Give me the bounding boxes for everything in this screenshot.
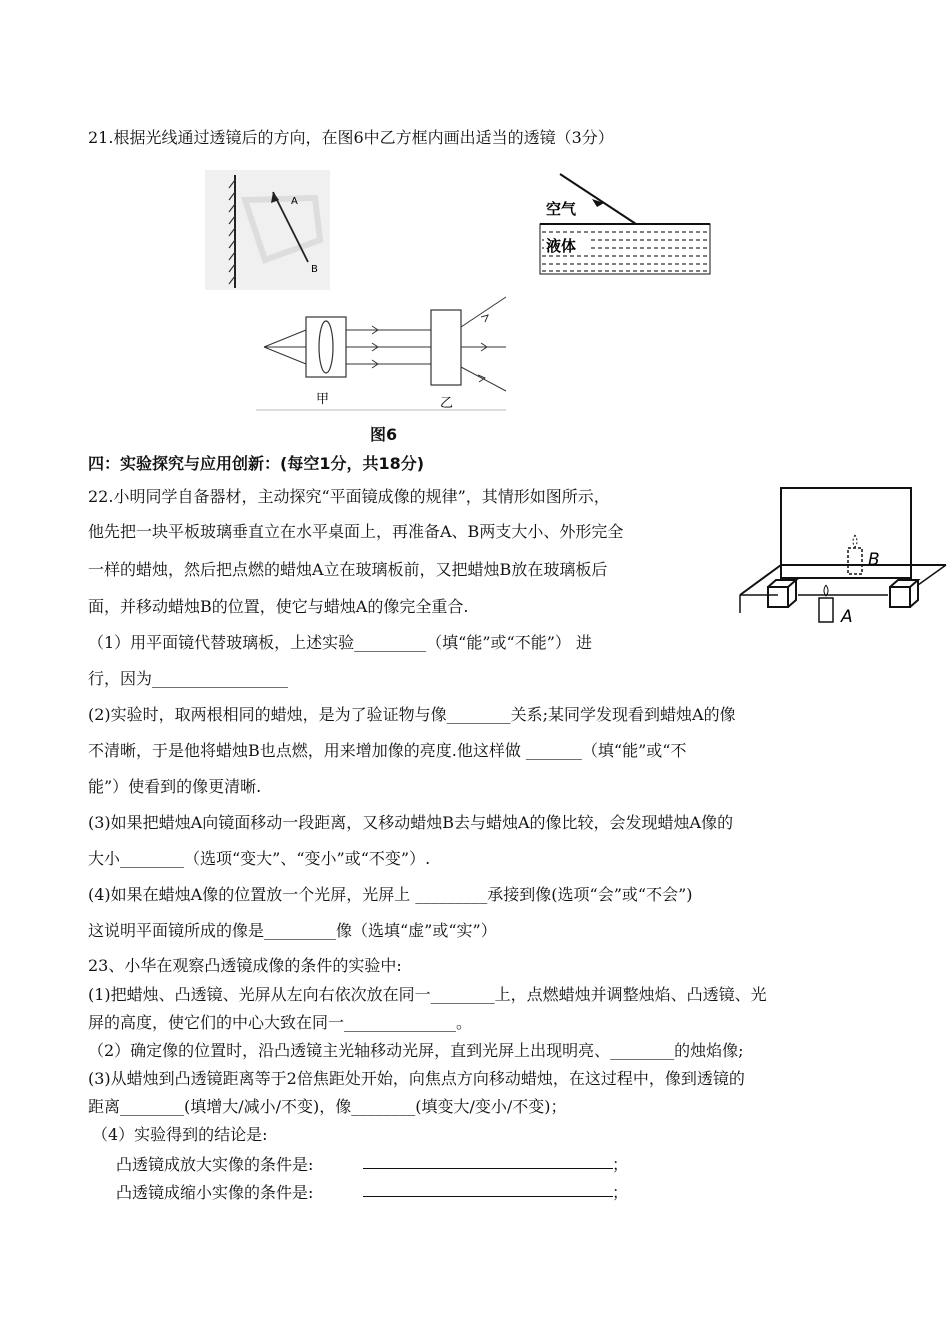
q22-line: 一样的蜡烛，然后把点燃的蜡烛A立在玻璃板前，又把蜡烛B放在玻璃板后 [88, 560, 608, 579]
semicolon-2: ； [612, 1183, 629, 1202]
figure-lens-boxes [256, 295, 508, 413]
q22-p1b: 行，因为_________________ [88, 669, 289, 688]
q22-p3b: 大小________（选项“变大”、“变小”或“不变”）. [88, 849, 431, 868]
label-candle-b: B [868, 550, 880, 570]
label-a: A [291, 196, 298, 207]
answer-line-2 [363, 1196, 613, 1197]
q23-conclusion-2: 凸透镜成缩小实像的条件是: [116, 1183, 314, 1202]
q22-line: 面，并移动蜡烛B的位置，使它与蜡烛A的像完全重合. [88, 597, 469, 616]
label-b: B [311, 264, 318, 275]
label-liquid: 液体 [546, 237, 577, 255]
figure-mirror-ray [205, 170, 330, 290]
answer-line-1 [363, 1168, 613, 1169]
q23-p1b: 屏的高度，使它们的中心大致在同一______________。 [88, 1013, 473, 1032]
q23-intro: 23、小华在观察凸透镜成像的条件的实验中: [88, 956, 402, 975]
q22-line: 他先把一块平板玻璃垂直立在水平桌面上，再准备A、B两支大小、外形完全 [88, 522, 624, 541]
q23-p3a: (3)从蜡烛到凸透镜距离等于2倍焦距处开始，向焦点方向移动蜡烛，在这过程中，像到透镜的 [88, 1069, 745, 1088]
figure-air-liquid [538, 172, 713, 277]
q22-p3a: (3)如果把蜡烛A向镜面移动一段距离，又移动蜡烛B去与蜡烛A的像比较，会发现蜡烛A像的 [88, 813, 734, 832]
label-candle-a: A [841, 607, 853, 627]
q23-p4: （4）实验得到的结论是: [92, 1125, 268, 1144]
label-jia: 甲 [316, 392, 330, 407]
q23-p3b: 距离________(填增大/减小/不变)，像________(填变大/变小/不变)； [88, 1097, 567, 1116]
q22-p2c: 能”）使看到的像更清晰. [88, 777, 262, 796]
label-air: 空气 [546, 200, 577, 218]
figure-caption: 图6 [370, 425, 398, 444]
q23-conclusion-1: 凸透镜成放大实像的条件是: [116, 1155, 314, 1174]
q23-p2: （2）确定像的位置时，沿凸透镜主光轴移动光屏，直到光屏上出现明亮、________的烛焰像; [88, 1041, 744, 1060]
q21-text: 21.根据光线通过透镜后的方向，在图6中乙方框内画出适当的透镜（3分） [88, 128, 614, 147]
q22-p4a: (4)如果在蜡烛A像的位置放一个光屏，光屏上 _________承接到像(选项“会”或“不会”) [88, 885, 693, 904]
semicolon-1: ； [612, 1155, 629, 1174]
q23-p1a: (1)把蜡烛、凸透镜、光屏从左向右依次放在同一________上，点燃蜡烛并调整烛焰、凸透镜、光 [88, 985, 767, 1004]
label-yi: 乙 [440, 396, 454, 411]
section-title: 四：实验探究与应用创新：(每空1分，共18分) [88, 454, 425, 473]
figure-plane-mirror [738, 485, 948, 625]
q22-p2b: 不清晰，于是他将蜡烛B也点燃，用来增加像的亮度.他这样做 _______（填“能”或“不 [88, 741, 687, 760]
q22-p1a: （1）用平面镜代替玻璃板，上述实验_________（填“能”或“不能”） 进 [88, 633, 592, 652]
q22-line: 22.小明同学自备器材，主动探究“平面镜成像的规律”，其情形如图所示， [88, 487, 610, 506]
q22-p2a: (2)实验时，取两根相同的蜡烛，是为了验证物与像________关系;某同学发现看到蜡烛A的像 [88, 705, 736, 724]
q22-p4b: 这说明平面镜所成的像是_________像（选填“虚”或“实”） [88, 921, 497, 940]
